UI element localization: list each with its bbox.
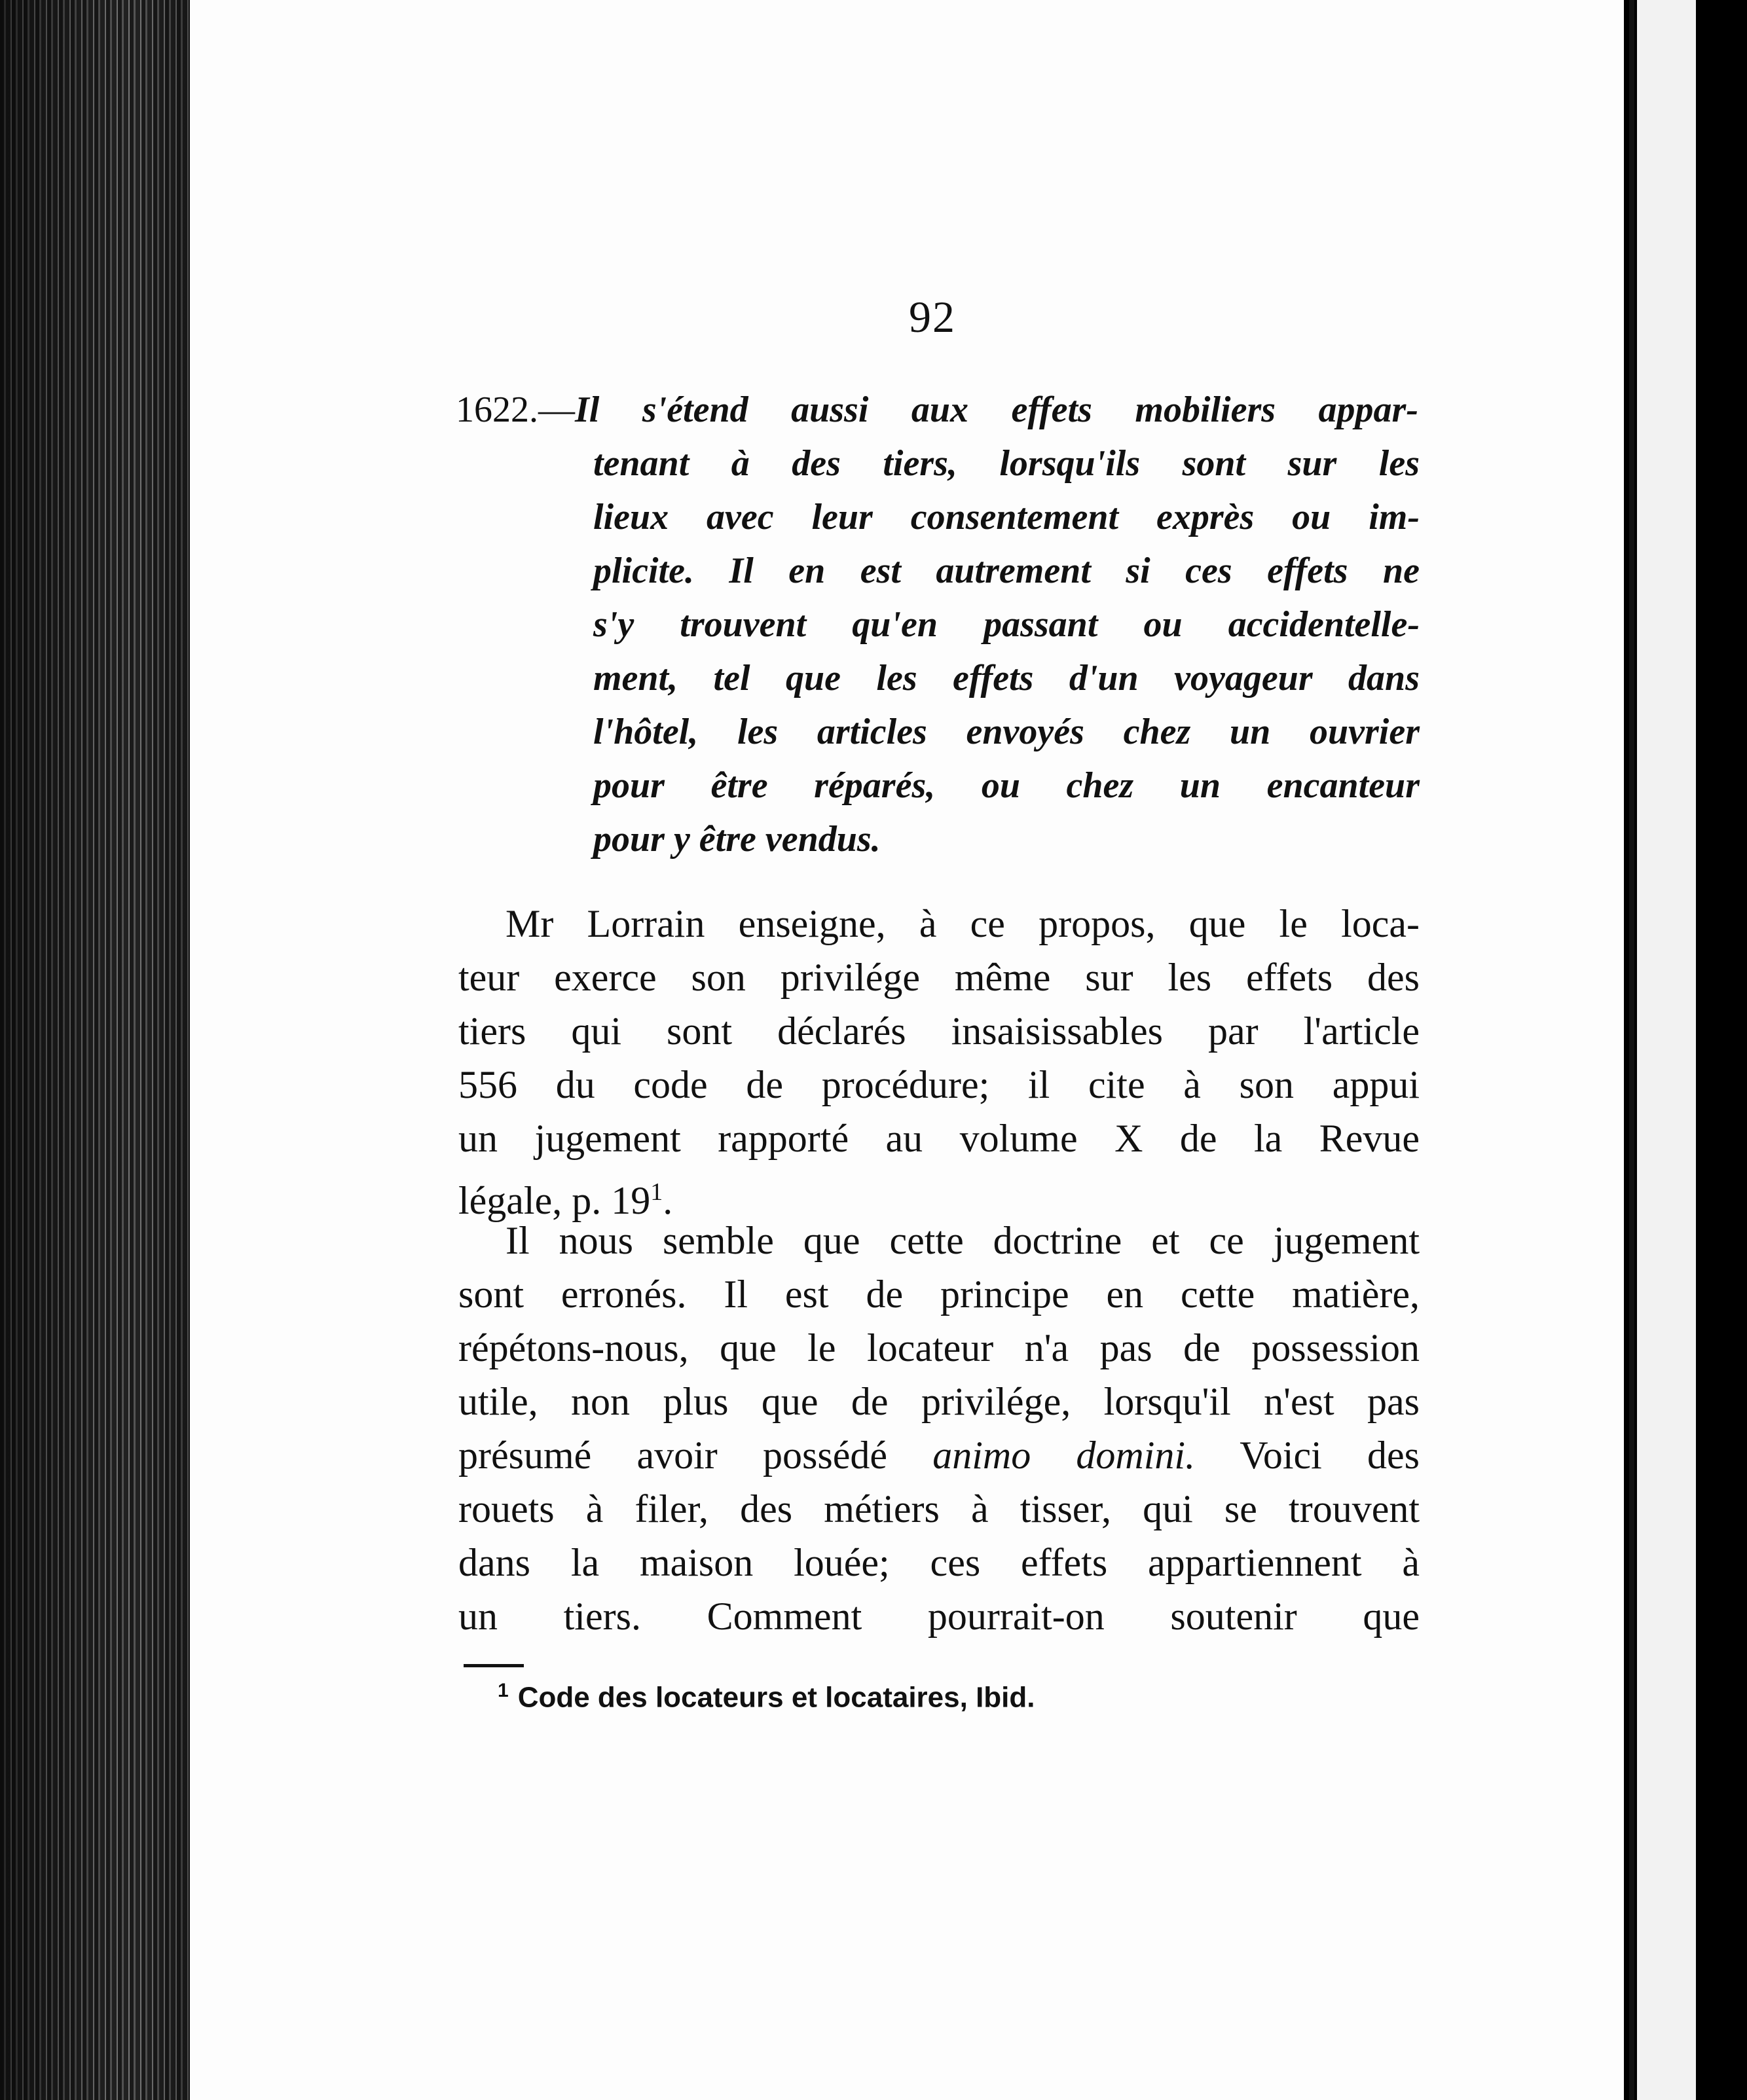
paragraph-line: Mr Lorrain enseigne, à ce propos, que le loca- <box>506 902 1420 945</box>
paragraph-line: teur exerce son privilége même sur les effets des <box>458 956 1420 999</box>
article-1622 <box>456 383 1418 866</box>
paragraph-line: rouets à filer, des métiers à tisser, qui se trouvent <box>458 1487 1420 1530</box>
paragraph-line: tiers qui sont déclarés insaisissables par l'article <box>458 1009 1420 1053</box>
footnote-marker: 1 <box>498 1680 509 1701</box>
paragraph-line-animo <box>458 1428 1420 1482</box>
paragraph-end: . <box>663 1179 673 1222</box>
article-line: lieux avec leur consentement exprès ou im- <box>593 497 1420 537</box>
article-line: s'y trouvent qu'en passant ou accidentelle- <box>593 604 1420 645</box>
article-line: l'hôtel, les articles envoyés chez un ouvrier <box>593 712 1420 752</box>
footnote-text: Code des locateurs et locataires, Ibid. <box>517 1681 1035 1714</box>
paragraph-line: un jugement rapporté au volume X de la Revue <box>458 1117 1420 1160</box>
paragraph-line: Il nous semble que cette doctrine et ce jugement <box>506 1219 1420 1262</box>
paragraph-line: répétons-nous, que le locateur n'a pas de possession <box>458 1326 1420 1369</box>
paragraph-line: dans la maison louée; ces effets appartiennent à <box>458 1541 1420 1584</box>
article-line: pour y être vendus. <box>593 819 881 860</box>
paragraph-text: présumé avoir possédé <box>458 1434 887 1477</box>
paragraph-line: 556 du code de procédure; il cite à son appui <box>458 1063 1420 1106</box>
article-line: plicite. Il en est autrement si ces effets ne <box>593 551 1420 591</box>
article-number: 1622. <box>456 389 538 430</box>
next-page-edge <box>1629 0 1634 2100</box>
footnote-rule <box>464 1664 524 1667</box>
edge-shadow <box>0 0 190 2100</box>
paragraph-text: légale, p. 19 <box>458 1179 651 1222</box>
article-line: ment, tel que les effets d'un voyageur dans <box>593 658 1420 698</box>
next-page-sliver <box>1637 0 1696 2100</box>
article-line: pour être réparés, ou chez un encanteur <box>593 765 1420 806</box>
article-line-1 <box>456 383 1418 437</box>
latin-phrase: animo domini. <box>932 1434 1196 1477</box>
paragraph-doctrine <box>458 1214 1420 1643</box>
footnote-reference: 1 <box>650 1178 663 1206</box>
paragraph-text: Voici des <box>1240 1434 1420 1477</box>
article-dash: — <box>538 389 575 430</box>
paragraph-lorrain <box>458 897 1420 1227</box>
article-text: Il s'étend aussi aux effets mobiliers appar- <box>575 389 1418 430</box>
paragraph-line: utile, non plus que de privilége, lorsqu'il n'est pas <box>458 1380 1420 1423</box>
paragraph-line: un tiers. Comment pourrait-on soutenir que <box>458 1595 1420 1638</box>
footnote <box>498 1680 1035 1714</box>
page-number: 92 <box>909 292 956 342</box>
paragraph-line: sont erronés. Il est de principe en cette matière, <box>458 1273 1420 1316</box>
article-line: tenant à des tiers, lorsqu'ils sont sur les <box>593 443 1420 484</box>
